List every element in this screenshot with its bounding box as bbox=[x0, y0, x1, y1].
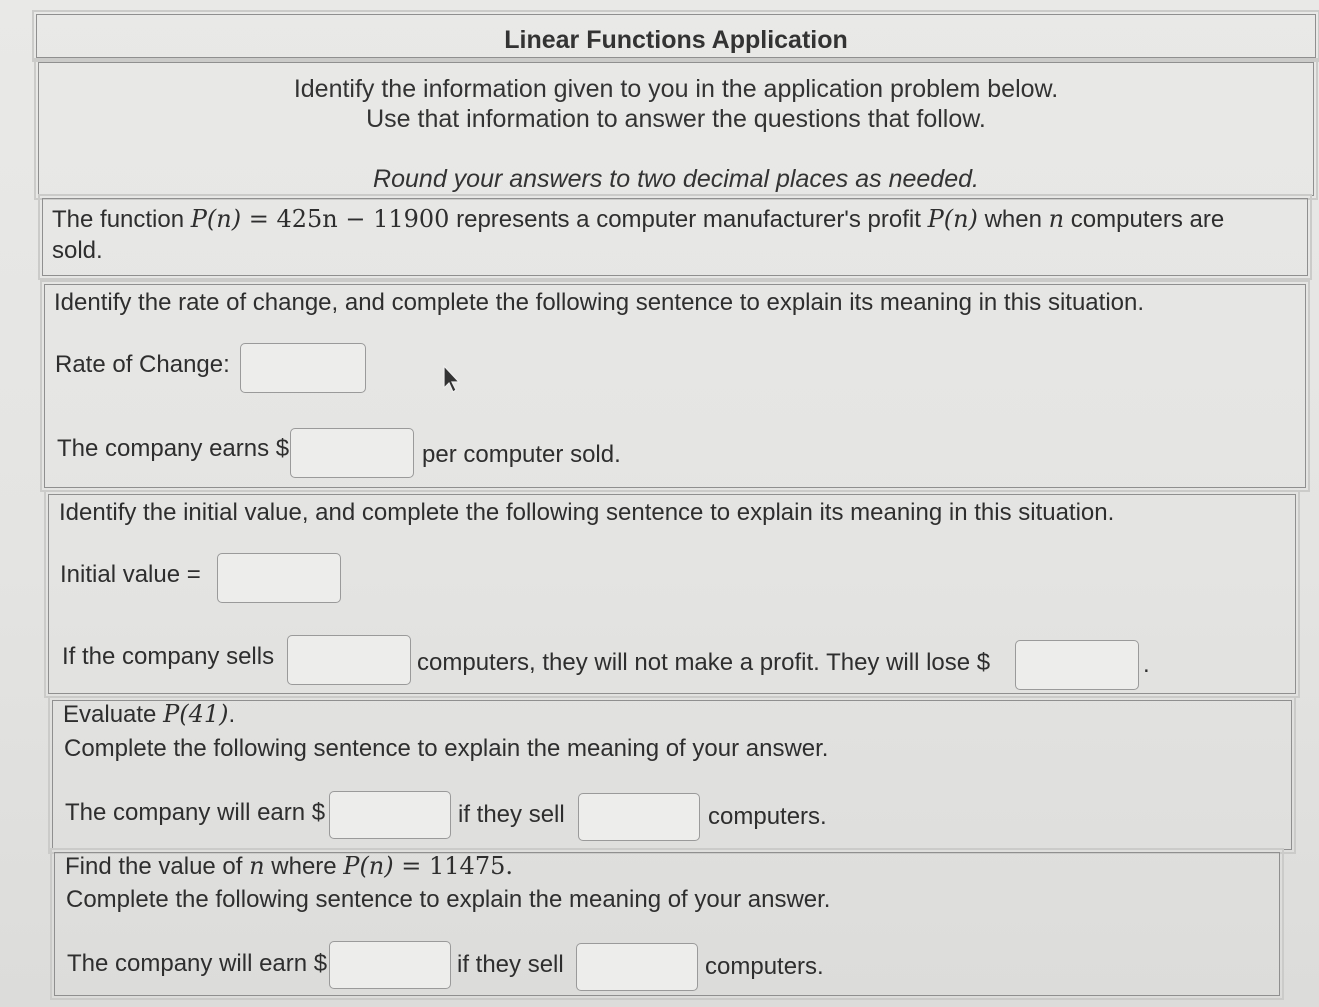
find-function: P(n) bbox=[343, 852, 394, 880]
find-line2: Complete the following sentence to explain the meaning of your answer. bbox=[66, 886, 831, 913]
initial-label: Initial value = bbox=[60, 561, 201, 588]
find-sell-suffix: computers. bbox=[705, 953, 824, 980]
page-title: Linear Functions Application bbox=[504, 26, 848, 54]
title-box bbox=[36, 14, 1316, 58]
problem-box bbox=[42, 198, 1308, 276]
earns-per-computer-input[interactable] bbox=[290, 428, 414, 478]
initial-value-input[interactable] bbox=[217, 553, 341, 603]
find-variable: n bbox=[249, 852, 265, 880]
round-note: Round your answers to two decimal places as needed. bbox=[373, 165, 979, 193]
evaluate-line2: Complete the following sentence to explain the meaning of your answer. bbox=[64, 735, 829, 762]
instructions-box bbox=[38, 62, 1314, 196]
evaluate-prefix: Evaluate bbox=[63, 701, 164, 728]
problem-equation: = 425n − 11900 bbox=[241, 205, 450, 233]
find-sell-input[interactable] bbox=[576, 943, 698, 991]
rate-of-change-input[interactable] bbox=[240, 343, 366, 393]
problem-mid: represents a computer manufacturer's profit bbox=[449, 206, 928, 233]
evaluate-expression: P(41) bbox=[163, 700, 229, 728]
find-sell-mid: if they sell bbox=[457, 951, 564, 978]
problem-prefix: The function bbox=[52, 206, 191, 233]
find-mid: where bbox=[264, 853, 344, 880]
instructions-line1: Identify the information given to you in the application problem below. bbox=[293, 75, 1059, 103]
find-equation: = 11475. bbox=[393, 852, 513, 880]
evaluate-earn-input[interactable] bbox=[329, 791, 451, 839]
evaluate-suffix: . bbox=[228, 701, 236, 728]
problem-function: P(n) bbox=[190, 205, 242, 233]
find-section bbox=[54, 852, 1280, 996]
evaluate-sell-input[interactable] bbox=[578, 793, 700, 841]
rate-question: Identify the rate of change, and complete the following sentence to explain its meaning in this situation. bbox=[54, 289, 1145, 316]
problem-statement bbox=[52, 205, 1224, 234]
evaluate-line1 bbox=[63, 700, 235, 729]
lose-amount-input[interactable] bbox=[1015, 640, 1139, 690]
sells-prefix: If the company sells bbox=[62, 643, 275, 670]
problem-function-2: P(n) bbox=[927, 205, 978, 233]
evaluate-sell-mid: if they sell bbox=[458, 801, 565, 828]
problem-when: when bbox=[977, 206, 1049, 233]
rate-label: Rate of Change: bbox=[55, 351, 230, 378]
find-line1 bbox=[65, 852, 513, 881]
initial-section bbox=[48, 494, 1296, 694]
evaluate-sell-suffix: computers. bbox=[708, 803, 827, 830]
rate-section bbox=[44, 284, 1306, 488]
problem-variable: n bbox=[1048, 205, 1065, 233]
evaluate-section bbox=[52, 700, 1292, 850]
lose-period: . bbox=[1143, 651, 1150, 678]
problem-line2: sold. bbox=[52, 237, 103, 264]
earns-prefix: The company earns $ bbox=[57, 435, 290, 462]
initial-question: Identify the initial value, and complete the following sentence to explain its meaning in this situation. bbox=[59, 499, 1115, 526]
instructions-line2: Use that information to answer the questions that follow. bbox=[366, 105, 986, 133]
find-earn-input[interactable] bbox=[329, 941, 451, 989]
evaluate-earn-prefix: The company will earn $ bbox=[65, 799, 326, 826]
problem-suffix: computers are bbox=[1064, 206, 1225, 233]
find-earn-prefix: The company will earn $ bbox=[67, 950, 328, 977]
mouse-cursor-icon bbox=[440, 364, 462, 394]
sells-mid: computers, they will not make a profit. They will lose $ bbox=[417, 649, 991, 676]
computers-sold-input[interactable] bbox=[287, 635, 411, 685]
find-prefix: Find the value of bbox=[65, 853, 250, 880]
earns-suffix: per computer sold. bbox=[422, 441, 621, 468]
